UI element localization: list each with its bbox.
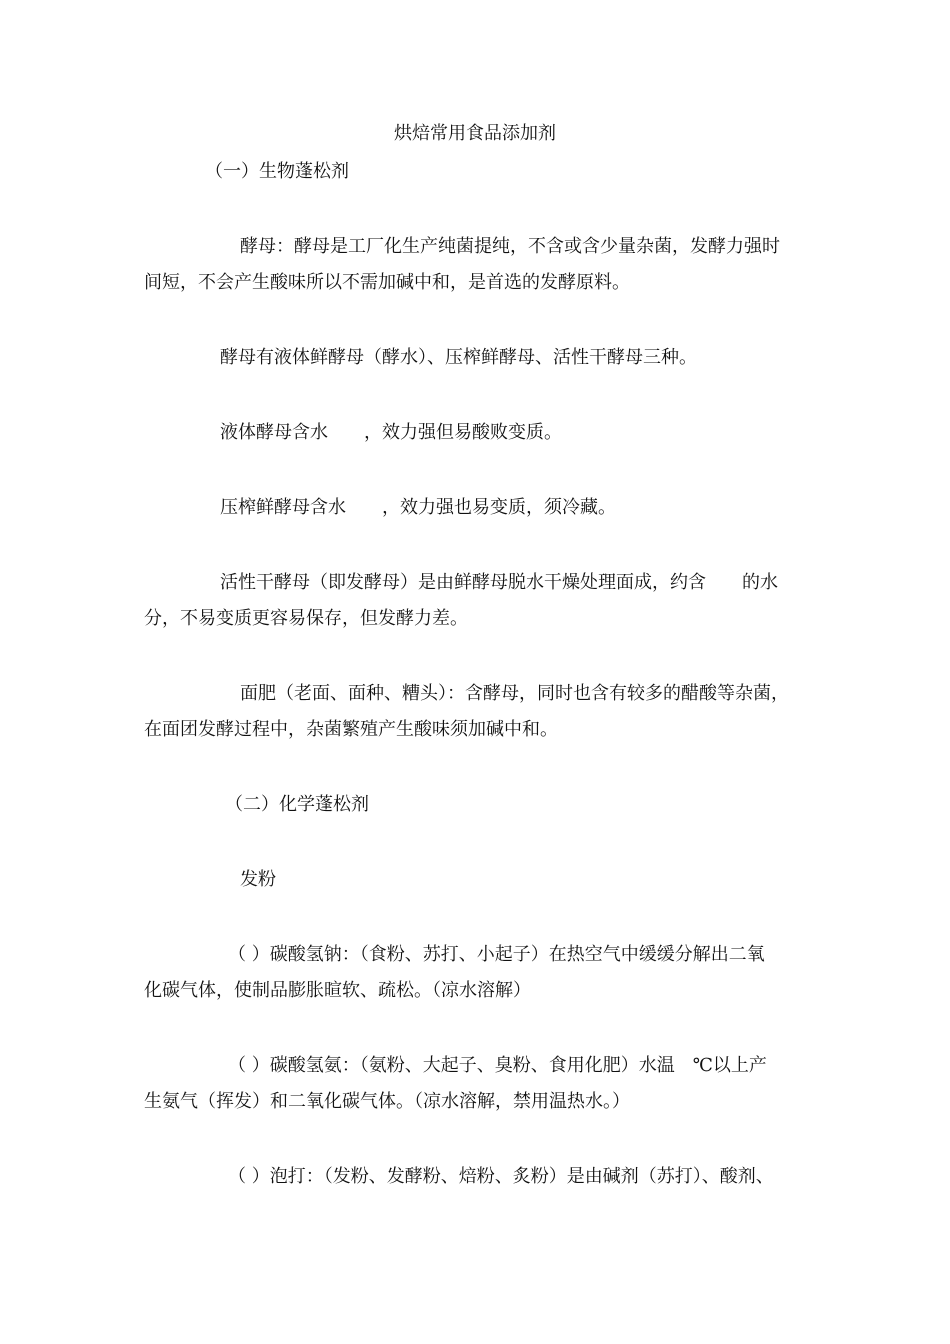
paragraph-dry-yeast-line-1: 活性干酵母（即发酵母）是由鲜酵母脱水干燥处理面成，约含 的水	[220, 572, 778, 593]
paragraph-starter-dough-line-2: 在面团发酵过程中，杂菌繁殖产生酸味须加碱中和。	[144, 719, 558, 740]
paragraph-yeast-types: 酵母有液体鲜酵母（酵水）、压榨鲜酵母、活性干酵母三种。	[220, 347, 697, 368]
paragraph-yeast-line-2: 间短，不会产生酸味所以不需加碱中和，是首选的发酵原料。	[144, 272, 630, 293]
section-heading-chemical-leavening: （二）化学蓬松剂	[225, 794, 369, 815]
item-ammonium-bicarbonate-line-2: 生氨气（挥发）和二氧化碳气体。（凉水溶解，禁用温热水。）	[144, 1091, 630, 1112]
item-sodium-bicarbonate-line-2: 化碳气体，使制品膨胀暄软、疏松。（凉水溶解）	[144, 980, 531, 1001]
document-title: 烘焙常用食品添加剂	[394, 123, 556, 144]
paragraph-starter-dough-line-1: 面肥（老面、面种、糟头）：含酵母，同时也含有较多的醋酸等杂菌，	[240, 683, 789, 704]
paragraph-dry-yeast-line-2: 分，不易变质更容易保存，但发酵力差。	[144, 608, 468, 629]
item-sodium-bicarbonate-line-1: （ ）碳酸氢钠：（食粉、苏打、小起子）在热空气中缓缓分解出二氧	[228, 944, 765, 965]
item-ammonium-bicarbonate-line-1: （ ）碳酸氢氨：（氨粉、大起子、臭粉、食用化肥）水温 ℃以上产	[228, 1055, 767, 1076]
section-heading-biological-leavening: （一）生物蓬松剂	[205, 161, 349, 182]
paragraph-liquid-yeast: 液体酵母含水 ，效力强但易酸败变质。	[220, 422, 562, 443]
paragraph-pressed-yeast: 压榨鲜酵母含水 ，效力强也易变质，须冷藏。	[220, 497, 616, 518]
subheading-baking-powder: 发粉	[240, 869, 276, 890]
paragraph-yeast-line-1: 酵母：酵母是工厂化生产纯菌提纯，不含或含少量杂菌，发酵力强时	[240, 236, 780, 257]
item-baking-powder-line-1: （ ）泡打：（发粉、发酵粉、焙粉、炙粉）是由碱剂（苏打）、酸剂、	[228, 1166, 774, 1187]
